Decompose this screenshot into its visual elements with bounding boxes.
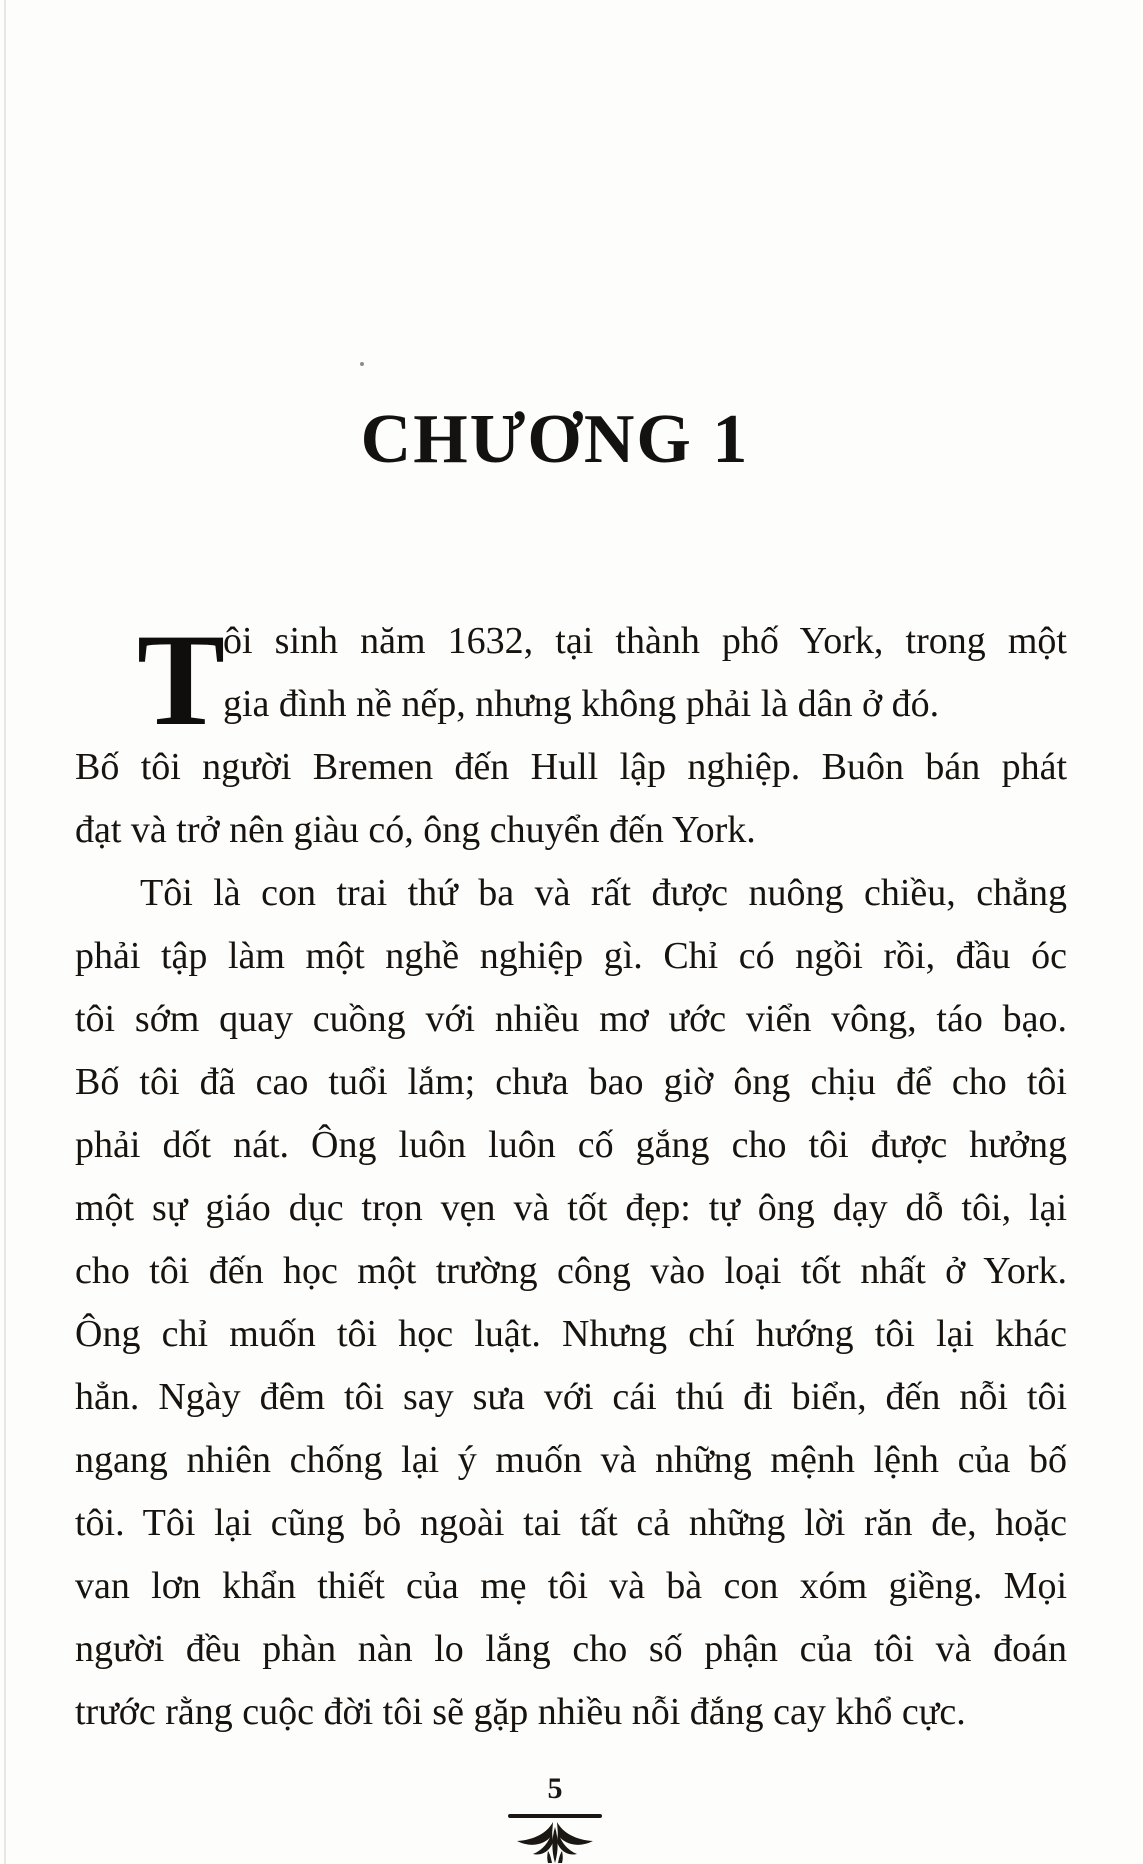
fleuron-ornament-icon bbox=[507, 1819, 603, 1863]
text-line: phải tập làm một nghề nghiệp gì. Chỉ có ngồi rồi, đầu óc bbox=[75, 935, 1067, 977]
text-line: tôi sớm quay cuồng với nhiều mơ ước viển vông, táo bạo. bbox=[75, 998, 1067, 1040]
text-line: một sự giáo dục trọn vẹn và tốt đẹp: tự ông dạy dỗ tôi, lại bbox=[75, 1187, 1067, 1229]
text-line: phải dốt nát. Ông luôn luôn cố gắng cho tôi được hưởng bbox=[75, 1124, 1067, 1166]
drop-cap: T bbox=[137, 606, 226, 753]
text-line: đạt và trở nên giàu có, ông chuyển đến York. bbox=[75, 809, 756, 851]
text-line: Tôi là con trai thứ ba và rất được nuông chiều, chẳng bbox=[140, 872, 1067, 914]
page-number: 5 bbox=[547, 1772, 563, 1805]
scan-edge-line bbox=[4, 0, 6, 1864]
text-line: Bố tôi đã cao tuổi lắm; chưa bao giờ ông chịu để cho tôi bbox=[75, 1061, 1067, 1103]
footer-rule bbox=[508, 1814, 602, 1818]
text-line: Bố tôi người Bremen đến Hull lập nghiệp. Buôn bán phát bbox=[75, 746, 1067, 788]
text-line: tôi. Tôi lại cũng bỏ ngoài tai tất cả những lời răn đe, hoặc bbox=[75, 1502, 1067, 1544]
text-line: hẳn. Ngày đêm tôi say sưa với cái thú đi biển, đến nỗi tôi bbox=[75, 1376, 1067, 1418]
page-footer bbox=[490, 1772, 620, 1863]
text-line: gia đình nề nếp, nhưng không phải là dân ở đó. bbox=[223, 683, 940, 725]
text-line: ôi sinh năm 1632, tại thành phố York, trong một bbox=[223, 620, 1067, 662]
chapter-title: CHƯƠNG 1 bbox=[360, 401, 750, 478]
text-line: ngang nhiên chống lại ý muốn và những mệnh lệnh của bố bbox=[75, 1439, 1067, 1481]
text-line: Ông chỉ muốn tôi học luật. Nhưng chí hướng tôi lại khác bbox=[75, 1313, 1067, 1355]
text-line: trước rằng cuộc đời tôi sẽ gặp nhiều nỗi đắng cay khổ cực. bbox=[75, 1691, 966, 1733]
dust-speck bbox=[360, 362, 364, 366]
text-line: cho tôi đến học một trường công vào loại tốt nhất ở York. bbox=[75, 1250, 1067, 1292]
text-line: người đều phàn nàn lo lắng cho số phận của tôi và đoán bbox=[75, 1628, 1067, 1670]
text-line: van lơn khẩn thiết của mẹ tôi và bà con xóm giềng. Mọi bbox=[75, 1565, 1067, 1607]
body-text bbox=[75, 606, 1067, 1744]
